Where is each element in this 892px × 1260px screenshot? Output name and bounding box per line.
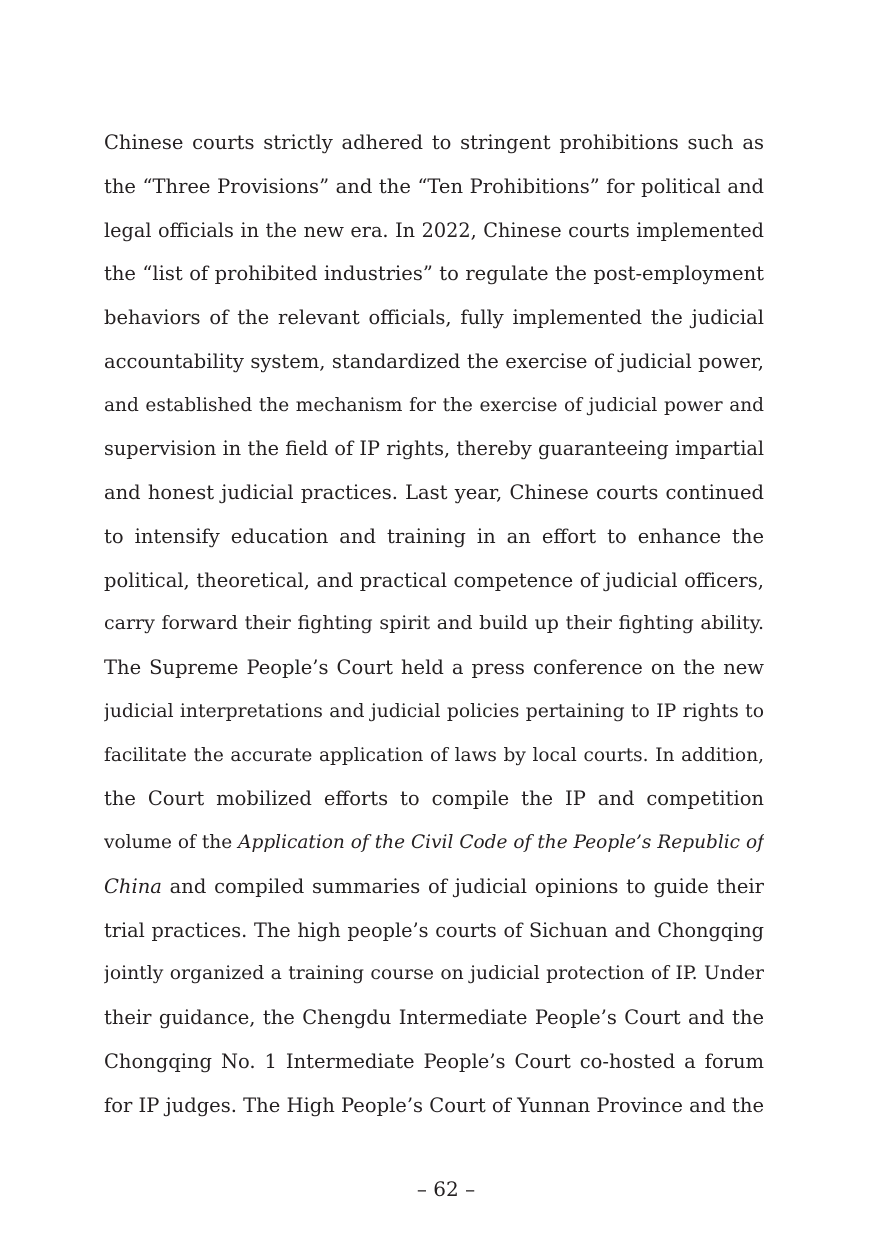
text-line: carry forward their fighting spirit and build up their fighting ability. <box>104 612 764 635</box>
book-title-italic: Application of the Civil Code of the People’s Republic of <box>238 832 764 853</box>
plain-text: and compiled summaries of judicial opinions to guide their <box>161 874 764 898</box>
text-line <box>104 821 764 865</box>
text-line: political, theoretical, and practical competence of judicial officers, <box>104 568 764 592</box>
text-line: behaviors of the relevant officials, fully implemented the judicial <box>104 306 764 329</box>
text-line: to intensify education and training in an effort to enhance the <box>104 524 764 548</box>
text-line: the Court mobilized efforts to compile the IP and competition <box>104 787 764 811</box>
body-paragraph <box>104 121 764 1127</box>
page-number: – 62 – <box>416 1177 476 1201</box>
text-line: and honest judicial practices. Last year, Chinese courts continued <box>104 481 764 504</box>
text-line: facilitate the accurate application of laws by local courts. In addition, <box>104 744 764 766</box>
text-line: their guidance, the Chengdu Intermediate People’s Court and the <box>104 1006 764 1029</box>
text-line: and established the mechanism for the exercise of judicial power and <box>104 394 764 416</box>
text-line: legal officials in the new era. In 2022, Chinese courts implemented <box>104 218 764 242</box>
text-line: supervision in the field of IP rights, thereby guaranteeing impartial <box>104 437 764 461</box>
text-line: judicial interpretations and judicial policies pertaining to IP rights to <box>104 700 764 722</box>
text-line: trial practices. The high people’s courts of Sichuan and Chongqing <box>104 918 764 942</box>
text-line: the “list of prohibited industries” to regulate the post-employment <box>104 262 764 286</box>
text-line: Chinese courts strictly adhered to stringent prohibitions such as <box>104 131 764 154</box>
text-line: accountability system, standardized the exercise of judicial power, <box>104 349 764 373</box>
text-line: jointly organized a training course on judicial protection of IP. Under <box>104 963 764 985</box>
plain-text: volume of the <box>104 832 239 853</box>
text-line: The Supreme People’s Court held a press conference on the new <box>104 656 764 679</box>
text-line: for IP judges. The High People’s Court of Yunnan Province and the <box>104 1093 764 1117</box>
text-line: the “Three Provisions” and the “Ten Prohibitions” for political and <box>104 174 764 198</box>
text-line <box>104 865 764 909</box>
text-line: Chongqing No. 1 Intermediate People’s Court co-hosted a forum <box>104 1049 764 1073</box>
book-title-italic: China <box>104 874 162 898</box>
